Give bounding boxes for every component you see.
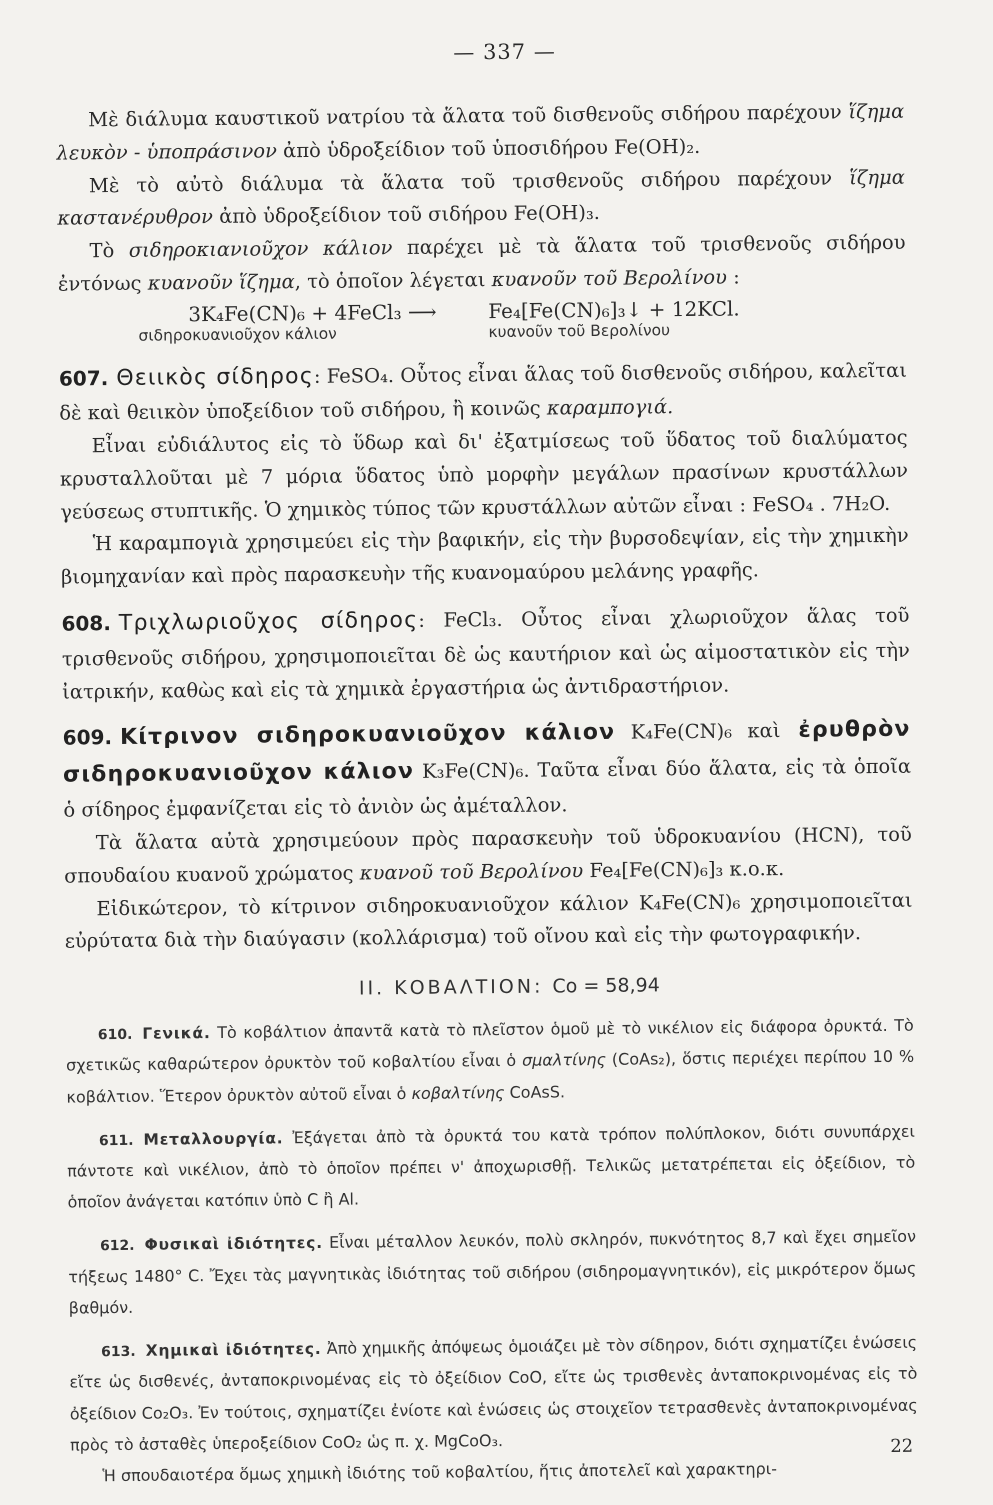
section-heading-2: ἐρυθρὸν σιδηροκυανιοῦχον κάλιον [62,717,911,788]
paragraph: Ἡ σπουδαιοτέρα ὅμως χημικὴ ἰδιότης τοῦ κοβαλτίου, ἥτις ἀποτελεῖ καὶ χαρακτηρι- [102,1459,778,1486]
section-612: 612. Φυσικαὶ ἰδιότητες. Εἶναι μέταλλον λευκόν, πολὺ σκληρόν, πυκνότητος 8,7 καὶ ἔχει σημεῖον τήξεως 1480° C. Ἔχει τὰς μαγνητικὰς ἰδιότητας τοῦ σιδήρου (σιδηρομαγνητικόν), εἰς μικρότερον ὅμως βαθμόν. [68,1227,917,1318]
section-number: 607. [58,365,109,391]
section-number: 612. [99,1238,135,1255]
section-heading: Γενικά. [142,1024,211,1043]
paragraph: Τὰ ἅλατα αὐτὰ χρησιμεύουν πρὸς παρασκευὴν τοῦ ὑδροκυανίου (HCN), τοῦ σπουδαίου κυανοῦ χρώματος κυανοῦ τοῦ Βερολίνου Fe₄[Fe(CN)₆]₃ κ.ο.κ. [64,822,912,888]
section-613: 613. Χημικαὶ ἰδιότητες. Ἀπὸ χημικῆς ἀπόψεως ὁμοιάζει μὲ τὸν σίδηρον, διότι σχηματίζει ἑνώσεις εἴτε ὡς δισθενές, ἀνταποκρινομένας εἰς τὸ ὀξείδιον CoO, εἴτε ὡς τρισθενὲς ἀνταποκρινομένας εἰς τὸ ὀξείδιον Co₂O₃. Ἐν τούτοις, σχηματίζει ἐνίοτε καὶ ἑνώσεις ὡς στοιχεῖον τετρασθενὲς ἀνταποκρινομένας πρὸς τὸ ἀσταθὲς ὑπεροξείδιον CoO₂ ὡς π. χ. MgCoO₃. Ἡ σπουδαιοτέρα ὅμως χημικὴ ἰδιότης τοῦ κοβαλτίου, ἥτις ἀποτελεῖ καὶ χαρακτηρι- [69,1327,919,1492]
section-number: 610. [97,1026,133,1044]
section-number: 613. [101,1343,136,1361]
equation-left: 3K₄Fe(CN)₆ + 4FeCl₃ ⟶ [188,299,437,326]
section-heading: Θειικὸς σίδηρος [116,363,315,391]
section-heading: Κίτρινον σιδηροκυανιοῦχον κάλιον [119,720,616,751]
equation-label-left: σιδηροκυανιοῦχον κάλιον [138,324,337,345]
paragraph-ferrous-hydroxide: Μὲ διάλυμα καυστικοῦ νατρίου τὰ ἅλατα τοῦ δισθενοῦς σιδήρου παρέχουν ἵζημα λευκὸν - ὑποπράσινον ἀπὸ ὑδροξείδιον τοῦ ὑποσιδήρου Fe(OH)₂. [56,99,905,165]
section-610: 610. Γενικά. Τὸ κοβάλτιον ἀπαντᾶ κατὰ τὸ πλεῖστον ὁμοῦ μὲ τὸ νικέλιον εἰς διάφορα ὀρυκτά. Τὸ σχετικῶς καθαρώτερον ὀρυκτὸν τοῦ κοβαλτίου εἶναι ὁ σμαλτίνης (CoAs₂), ὅστις περιέχει περίπου 10 % κοβάλτιον. Ἕτερον ὀρυκτὸν αὐτοῦ εἶναι ὁ κοβαλτίνης CoAsS. [66,1015,915,1107]
section-number: 608. [61,611,111,636]
page-number: — 337 — [453,39,556,65]
chapter-heading-cobalt: II. ΚΟΒΑΛΤΙΟΝ: Co = 58,94 [358,974,660,1000]
section-number: 611. [98,1132,134,1149]
section-611: 611. Μεταλλουργία. Ἐξάγεται ἀπὸ τὰ ὀρυκτά του κατὰ τρόπον πολύπλοκον, διότι συνυπάρχει πάντοτε καὶ νικέλιον, ἀπὸ τὸ ὁποῖον πρέπει ν' ἀποχωρισθῇ. Τελικῶς μετατρέπεται εἰς ὀξείδιον, τὸ ὁποῖον ἀνάγεται κατόπιν ὑπὸ C ἢ Al. [67,1121,916,1212]
section-heading: Φυσικαὶ ἰδιότητες. [144,1234,323,1255]
paragraph: Εἶναι εὐδιάλυτος εἰς τὸ ὕδωρ καὶ δι' ἐξατμίσεως τοῦ ὕδατος τοῦ διαλύματος κρυσταλλοῦται μὲ 7 μόρια ὕδατος ὑπὸ μορφὴν μεγάλων πρασίνων κρυστάλλων γεύσεως στυπτικῆς. Ὁ χημικὸς τύπος τῶν κρυστάλλων αὐτῶν εἶναι : FeSO₄ . 7H₂O. [59,425,909,524]
paragraph: Ἡ καραμπογιὰ χρησιμεύει εἰς τὴν βαφικήν, εἰς τὴν βυρσοδεψίαν, εἰς τὴν χημικὴν βιομηχανίαν καὶ πρὸς παρασκευὴν τῆς κυανομαύρου μελάνης γραφῆς. [60,524,909,589]
paragraph: Εἰδικώτερον, τὸ κίτρινον σιδηροκυανιοῦχον κάλιον K₄Fe(CN)₆ χρησιμοποιεῖται εὐρύτατα διὰ τὴν διαύγασιν (κολλάρισμα) τοῦ οἴνου καὶ εἰς τὴν φωτογραφικήν. [64,888,913,953]
paragraph-ferric-hydroxide: Μὲ τὸ αὐτὸ διάλυμα τὰ ἅλατα τοῦ τρισθενοῦς σιδήρου παρέχουν ἵζημα καστανέρυθρον ἀπὸ ὑδροξείδιον τοῦ σιδήρου Fe(OH)₃. [57,165,905,230]
section-heading: Τριχλωριοῦχος σίδηρος [118,607,419,636]
equation-right: Fe₄[Fe(CN)₆]₃↓ + 12KCl. [488,295,740,323]
section-heading: Χημικαὶ ἰδιότητες. [145,1339,322,1360]
section-heading: Μεταλλουργία. [143,1129,284,1149]
section-609: 609. Κίτρινον σιδηροκυανιοῦχον κάλιον K₄Fe(CN)₆ καὶ ἐρυθρὸν σιδηροκυανιοῦχον κάλιον K₃Fe(CN)₆. Ταῦτα εἶναι δύο ἅλατα, εἰς τὰ ὁποῖα ὁ σίδηρος ἐμφανίζεται εἰς τὸ ἀνιὸν ὡς ἀμέταλλον. Τὰ ἅλατα αὐτὰ χρησιμεύουν πρὸς παρασκευὴν τοῦ ὑδροκυανίου (HCN), τοῦ σπουδαίου κυανοῦ χρώματος κυανοῦ τοῦ Βερολίνου Fe₄[Fe(CN)₆]₃ κ.ο.κ. Εἰδικώτερον, τὸ κίτρινον σιδηροκυανιοῦχον κάλιον K₄Fe(CN)₆ χρησιμοποιεῖται εὐρύτατα διὰ τὴν διαύγασιν (κολλάρισμα) τοῦ οἴνου καὶ εἰς τὴν φωτογραφικήν. [63,712,913,959]
cobalt-sections [66,1010,919,1492]
section-number: 609. [62,725,113,750]
section-607: 607. Θειικὸς σίδηρος: FeSO₄. Οὗτος εἶναι ἅλας τοῦ δισθενοῦς σιδήρου, καλεῖται δὲ καὶ θειικὸν ὑποξείδιον τοῦ σιδήρου, ἢ κοινῶς καραμπογιά. Εἶναι εὐδιάλυτος εἰς τὸ ὕδωρ καὶ δι' ἐξατμίσεως τοῦ ὕδατος τοῦ διαλύματος κρυσταλλοῦται μὲ 7 μόρια ὕδατος ὑπὸ μορφὴν μεγάλων πρασίνων κρυστάλλων γεύσεως στυπτικῆς. Ὁ χημικὸς τύπος τῶν κρυστάλλων αὐτῶν εἶναι : FeSO₄ . 7H₂O. Ἡ καραμπογιὰ χρησιμεύει εἰς τὴν βαφικήν, εἰς τὴν βυρσοδεψίαν, εἰς τὴν χημικὴν βιομηχανίαν καὶ πρὸς παρασκευὴν τῆς κυανομαύρου μελάνης γραφῆς. [59,352,909,594]
paragraph-prussian-blue: Τὸ σιδηροκιανιοῦχον κάλιον παρέχει μὲ τὰ ἅλατα τοῦ τρισθενοῦς σιδήρου ἐντόνως κυανοῦν ἵζημα, τὸ ὁποῖον λέγεται κυανοῦν τοῦ Βερολίνου : [57,230,906,296]
signature-mark: 22 [890,1435,914,1457]
equation-label-right: κυανοῦν τοῦ Βερολίνου [488,320,671,341]
section-608: 608. Τριχλωριοῦχος σίδηρος: FeCl₃. Οὗτος εἶναι χλωριοῦχον ἅλας τοῦ τρισθενοῦς σιδήρου, χρησιμοποιεῖται δὲ ὡς καυτήριον καὶ ὡς αἱμοστατικὸν εἰς τὴν ἰατρικήν, καθὼς καὶ εἰς τὰ χημικὰ ἐργαστήρια ὡς ἀντιδραστήριον. [61,603,910,704]
